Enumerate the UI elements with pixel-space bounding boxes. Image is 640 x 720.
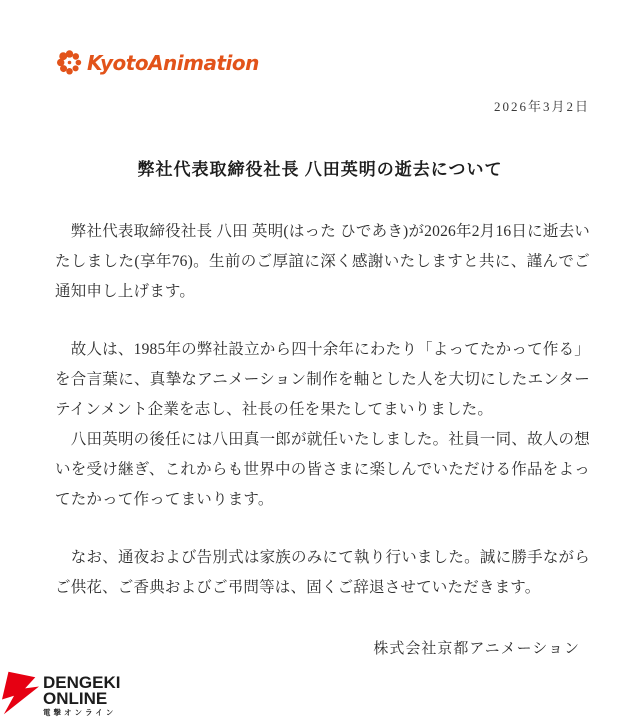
body-paragraph-1: 弊社代表取締役社長 八田 英明(はった ひであき)が2026年2月16日に逝去いたしました(享年76)。生前のご厚誼に深く感謝いたしますと共に、謹んでご通知申し上げます。 (55, 223, 590, 300)
body-paragraph-2: 故人は、1985年の弊社設立から四十余年にわたり「よってたかって作る」を合言葉に、真摯なアニメーション制作を軸とした人を大切にしたエンターテインメント企業を志し、社長の任を果たしてまいりました。 (55, 341, 590, 418)
document-title: 弊社代表取締役社長 八田英明の逝去について (137, 160, 503, 179)
document-body (55, 217, 590, 664)
dengeki-logo-line2: ONLINE (43, 689, 108, 708)
lightning-bolt-icon (2, 670, 39, 716)
kyoani-logo (56, 49, 259, 76)
company-signature: 株式会社京都アニメーション (373, 641, 580, 657)
document-date: 2026年3月2日 (493, 99, 590, 114)
dengeki-logo-subtitle: 電撃オンライン (43, 708, 117, 717)
kyoani-logo-text: KyotoAnimation (87, 50, 259, 75)
kyoani-flower-icon (56, 49, 83, 76)
body-paragraph-3: 八田英明の後任には八田真一郎が就任いたしました。社員一同、故人の想いを受け継ぎ、これからも世界中の皆さまに楽しんでいただける作品をよってたかって作ってまいります。 (55, 431, 590, 508)
body-paragraph-4: なお、通夜および告別式は家族のみにて執り行いました。誠に勝手ながらご供花、ご香典およびご弔問等は、固くご辞退させていただきます。 (55, 549, 590, 596)
dengeki-online-logo (2, 670, 120, 717)
dengeki-logo-line1: DENGEKI (43, 673, 121, 692)
